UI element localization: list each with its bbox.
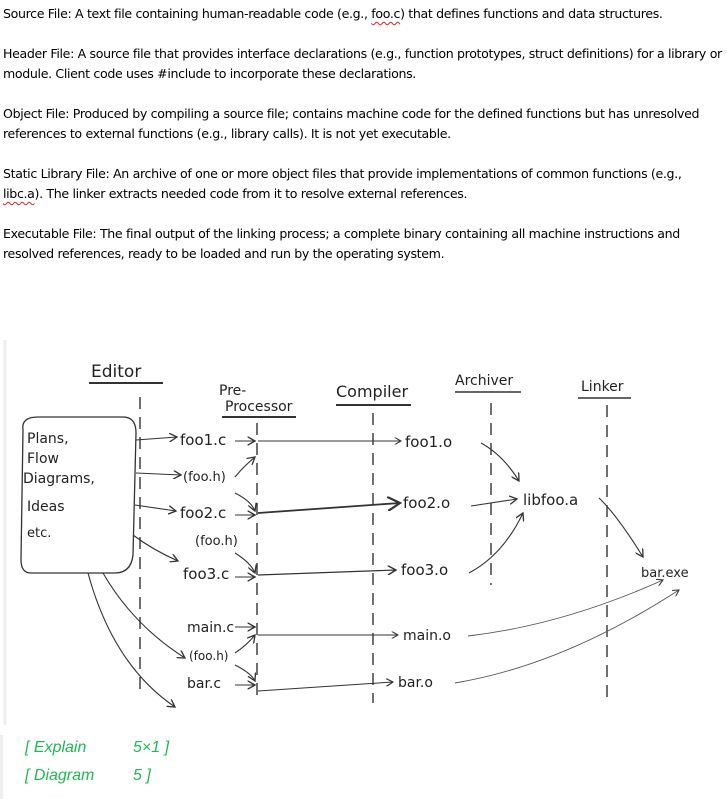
svg-text:Plans,: Plans, [27,431,69,447]
svg-text:foo2.c: foo2.c [180,504,227,522]
definition-object-file: Object File: Produced by compiling a source file; contains machine code for the defined functions but has unresolved references to external functions (e.g., library calls). It is not yet executable. [3,106,700,141]
svg-text:(foo.h): (foo.h) [189,649,229,663]
definitions-list [3,4,723,284]
definition-source-file: Source File: A text file containing human-readable code (e.g., foo.c) that defines functions and data structures. [3,6,663,21]
term-label: Object File: [3,106,70,121]
svg-text:Ideas: Ideas [27,499,65,515]
editor-notes-box [21,417,136,573]
svg-text:foo1.o: foo1.o [405,433,453,451]
svg-text:Diagrams,: Diagrams, [23,471,95,487]
term-label: Header File: [3,46,74,61]
svg-text:main.o: main.o [403,628,451,644]
source-files [180,431,238,692]
svg-text:(foo.h): (foo.h) [195,534,238,549]
term-label: Executable File: [3,226,97,241]
build-process-diagram [3,335,727,730]
column-headers [89,362,631,417]
column-preprocessor-line2: Processor [225,399,293,415]
svg-text:main.c: main.c [187,620,235,636]
term-label: Source File: [3,6,72,21]
svg-text:etc.: etc. [27,526,52,541]
svg-text:bar.o: bar.o [398,675,433,691]
object-files [398,433,452,691]
definition-static-library-file: Static Library File: An archive of one or more object files that provide implementations of common functions (e.g., libc.a). The linker extracts needed code from it to resolve external references. [3,166,682,201]
svg-text:foo3.c: foo3.c [183,565,230,583]
svg-text:(foo.h): (foo.h) [183,470,226,485]
column-archiver: Archiver [455,373,514,389]
term-label: Static Library File: [3,166,110,181]
spellcheck-flagged-word[interactable]: foo.c [371,6,401,21]
column-compiler: Compiler [336,382,409,401]
definition-executable-file: Executable File: The final output of the linking process; a complete binary containing all machine instructions and resolved references, ready to be loaded and run by the operating system. [3,226,680,261]
library-file: libfoo.a [523,491,579,509]
column-editor: Editor [91,362,142,382]
svg-text:bar.c: bar.c [187,676,222,692]
svg-text:foo1.c: foo1.c [180,431,227,449]
svg-text:foo2.o: foo2.o [403,494,451,512]
executable-file: bar.exe [641,566,689,581]
column-linker: Linker [581,379,624,395]
column-preprocessor-line1: Pre- [219,383,247,399]
marks-allocation: [ Explain 5×1 ] [ Diagram 5 ] [0,735,253,799]
svg-text:foo3.o: foo3.o [401,561,449,579]
definition-header-file: Header File: A source file that provides interface declarations (e.g., function prototypes, struct definitions) for a library or module. Client code uses #include to incorporate these declarations. [3,46,722,81]
spellcheck-flagged-word[interactable]: libc.a [3,186,35,201]
svg-text:Flow: Flow [27,451,59,467]
